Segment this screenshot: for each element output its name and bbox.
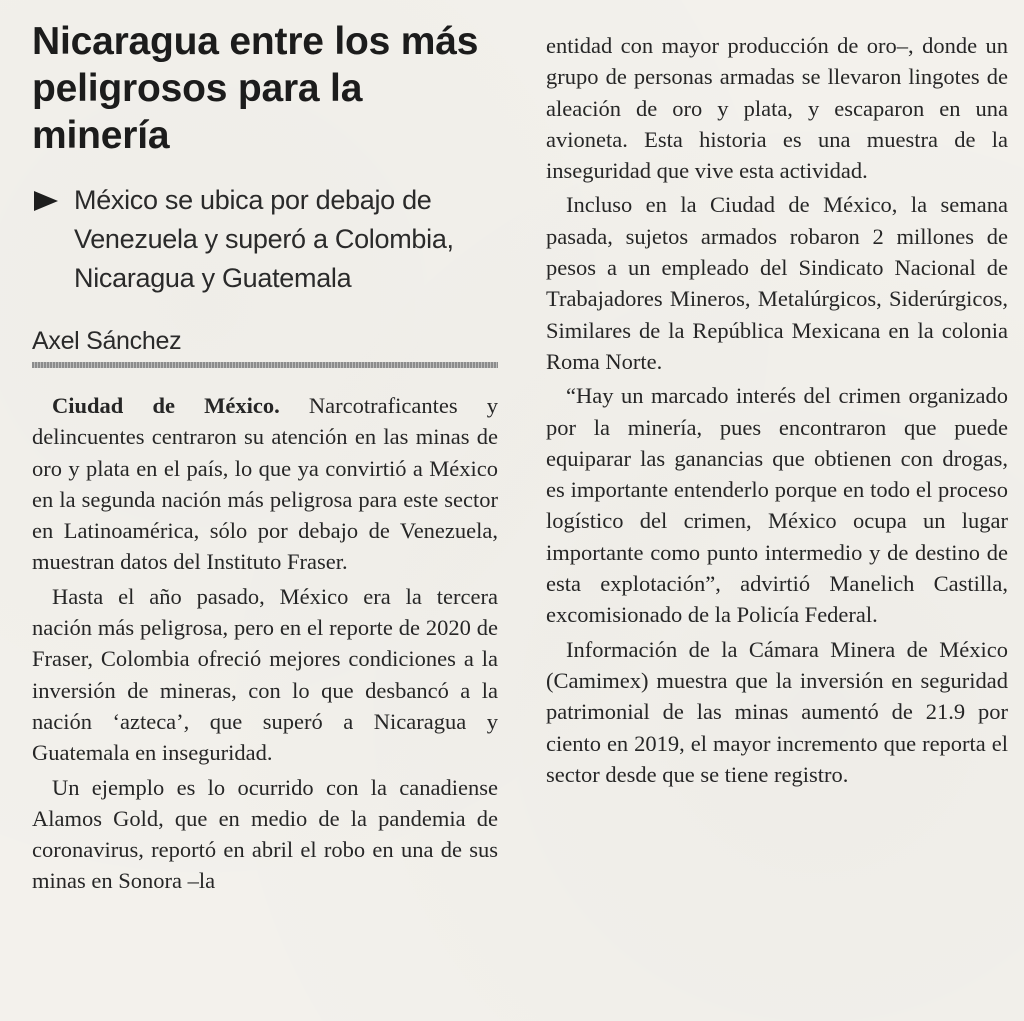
paragraph: Un ejemplo es lo ocurrido con la canadiense Alamos Gold, que en medio de la pandemia de coronavirus, reportó en abril el robo en una de sus minas en Sonora –la bbox=[32, 774, 498, 894]
byline-divider bbox=[32, 362, 498, 368]
paragraph-text: Narcotraficantes y delincuentes centraron su atención en las minas de oro y plata en el país, lo que ya convirtió a México en la segunda nación más peligrosa para este sector en Latinoamérica, sólo por debajo de Venezuela, muestran datos del Instituto Fraser. bbox=[32, 393, 499, 575]
byline: Axel Sánchez bbox=[32, 327, 182, 355]
right-column bbox=[546, 30, 1008, 790]
paragraph: entidad con mayor producción de oro–, donde un grupo de personas armadas se llevaron lingotes de aleación de oro y plata, y escaparon en una avioneta. Esta historia es una muestra de la inseguridad que vive esta actividad. bbox=[546, 33, 1008, 184]
triangle-bullet-icon bbox=[34, 191, 58, 211]
subhead-text: México se ubica por debajo de Venezuela y superó a Colombia, Nicaragua y Guatemala bbox=[74, 185, 454, 293]
subhead bbox=[32, 181, 498, 298]
headline: Nicaragua entre los más peligrosos para la minería bbox=[32, 20, 479, 157]
dateline: Ciudad de México. bbox=[52, 393, 280, 418]
paragraph: Hasta el año pasado, México era la tercera nación más peligrosa, pero en el reporte de 2020 de Fraser, Colombia ofreció mejores condiciones a la inversión de mineras, con lo que desbancó a la nación ‘azteca’, que superó a Nicaragua y Guatemala en inseguridad. bbox=[32, 583, 498, 766]
left-column bbox=[32, 18, 498, 897]
paragraph: Información de la Cámara Minera de México (Camimex) muestra que la inversión en seguridad patrimonial de las minas aumentó de 21.9 por ciento en 2019, el mayor incremento que reporta el sector desde que se tiene registro. bbox=[546, 636, 1008, 787]
paragraph bbox=[32, 390, 498, 578]
paragraph: Incluso en la Ciudad de México, la semana pasada, sujetos armados robaron 2 millones de pesos a un empleado del Sindicato Nacional de Trabajadores Mineros, Metalúrgicos, Siderúrgicos, Similares de la República Mexicana en la colonia Roma Norte. bbox=[546, 192, 1008, 374]
paragraph: “Hay un marcado interés del crimen organizado por la minería, pues encontraron que puede equiparar las ganancias que obtienen con drogas, es importante entenderlo porque en todo el proceso logístico del crimen, México ocupa un lugar importante como punto intermedio y de destino de esta explotación”, advirtió Manelich Castilla, excomisionado de la Policía Federal. bbox=[546, 383, 1008, 628]
